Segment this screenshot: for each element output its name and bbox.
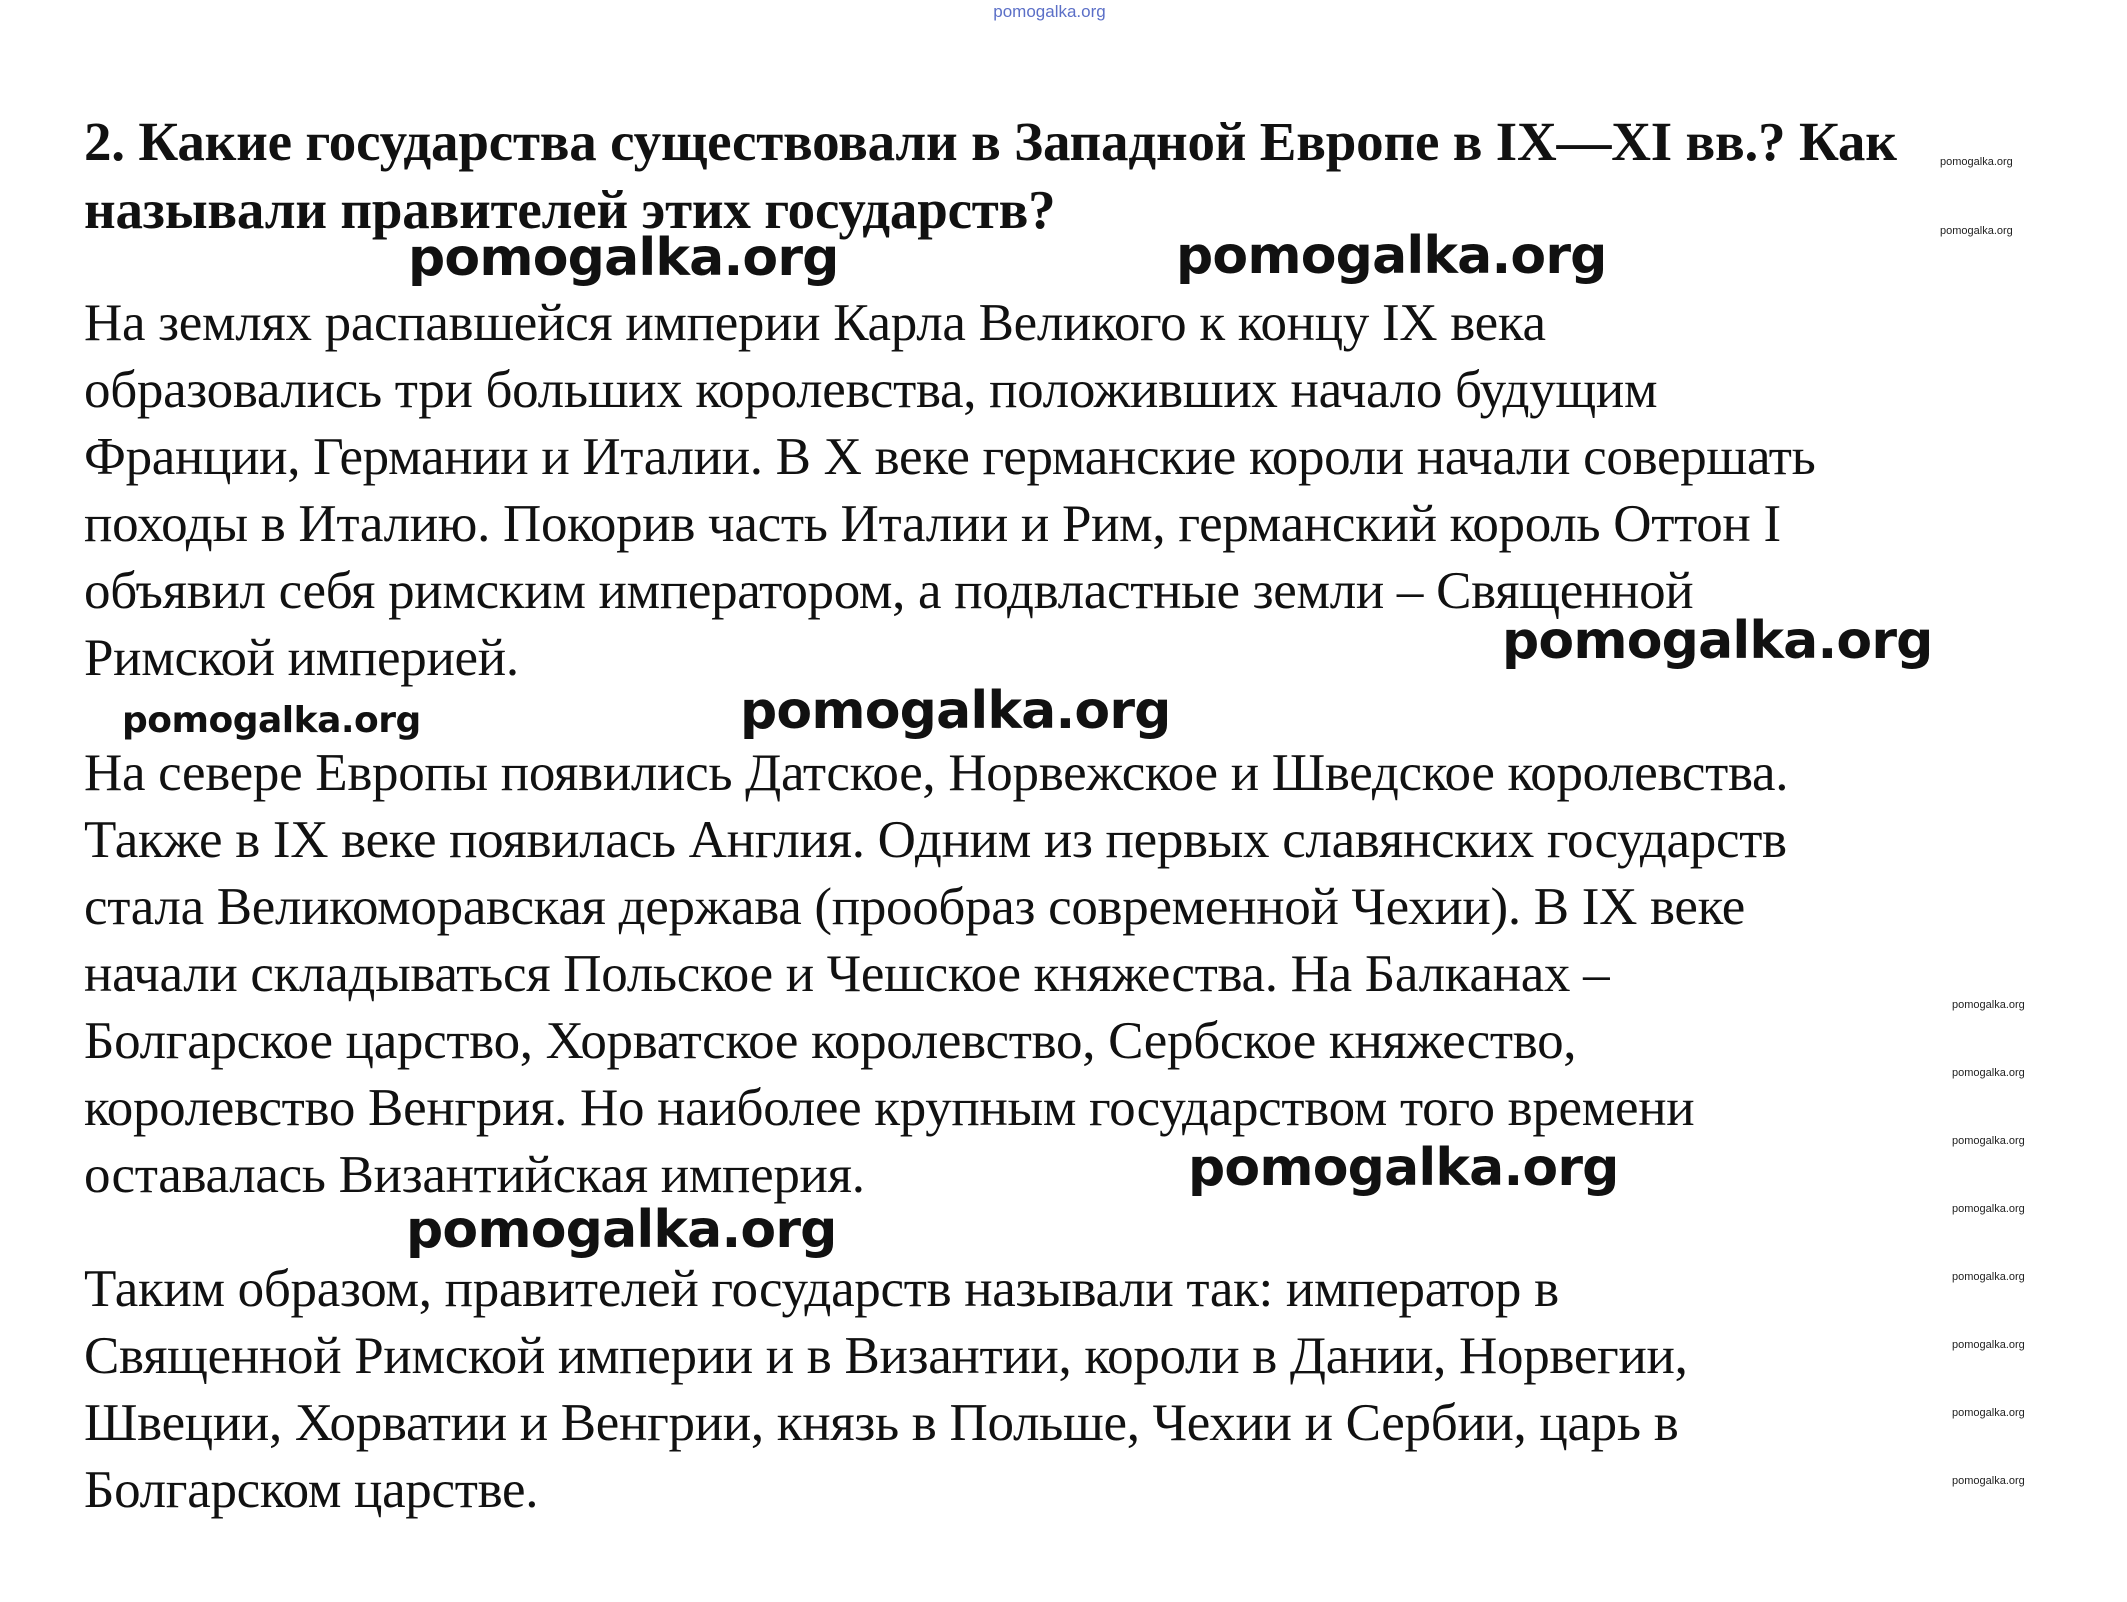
- paragraph-3-line-2: Священной Римской империи и в Византии, короли в Дании, Норвегии,: [84, 1327, 1688, 1385]
- watermark-big: pomogalka.org: [408, 228, 839, 288]
- paragraph-1-line-6: Римской империей.: [84, 629, 519, 687]
- paragraph-1-line-2: образовались три больших королевства, положивших начало будущим: [84, 361, 1658, 419]
- watermark-big: pomogalka.org: [406, 1200, 837, 1260]
- paragraph-2-line-1: На севере Европы появились Датское, Норвежское и Шведское королевства.: [84, 744, 1789, 802]
- watermark-medium: pomogalka.org: [122, 700, 421, 741]
- paragraph-1-line-5: объявил себя римским императором, а подвластные земли – Священной: [84, 562, 1694, 620]
- watermark-big: pomogalka.org: [1502, 611, 1933, 671]
- paragraph-2-line-6: королевство Венгрия. Но наиболее крупным государством того времени: [84, 1079, 1695, 1137]
- watermark-big: pomogalka.org: [1188, 1138, 1619, 1198]
- paragraph-2-line-4: начали складываться Польское и Чешское княжества. На Балканах –: [84, 945, 1610, 1003]
- watermark-small: pomogalka.org: [1940, 156, 2013, 168]
- paragraph-1-line-1: На землях распавшейся империи Карла Великого к концу IX века: [84, 294, 1546, 352]
- watermark-small: pomogalka.org: [1952, 999, 2025, 1011]
- watermark-small: pomogalka.org: [1952, 1475, 2025, 1487]
- paragraph-2-line-3: стала Великоморавская держава (прообраз современной Чехии). В IX веке: [84, 878, 1745, 936]
- watermark-small: pomogalka.org: [1952, 1067, 2025, 1079]
- paragraph-3-line-3: Швеции, Хорватии и Венгрии, князь в Польше, Чехии и Сербии, царь в: [84, 1394, 1679, 1452]
- paragraph-3-line-1: Таким образом, правителей государств называли так: император в: [84, 1260, 1559, 1318]
- watermark-big: pomogalka.org: [1176, 226, 1607, 286]
- watermark-small: pomogalka.org: [1952, 1135, 2025, 1147]
- question-heading: 2. Какие государства существовали в Западной Европе в IX—XI вв.? Как называли правителей этих государств?: [84, 111, 1897, 240]
- watermark-small: pomogalka.org: [1952, 1339, 2025, 1351]
- watermark-small: pomogalka.org: [1952, 1203, 2025, 1215]
- watermark-small: pomogalka.org: [1952, 1407, 2025, 1419]
- watermark-small: pomogalka.org: [1952, 1271, 2025, 1283]
- watermark-small: pomogalka.org: [1940, 225, 2013, 237]
- paragraph-2-line-2: Также в IX веке появилась Англия. Одним из первых славянских государств: [84, 811, 1787, 869]
- paragraph-3-line-4: Болгарском царстве.: [84, 1461, 539, 1519]
- paragraph-2-line-5: Болгарское царство, Хорватское королевство, Сербское княжество,: [84, 1012, 1577, 1070]
- paragraph-1-line-3: Франции, Германии и Италии. В X веке германские короли начали совершать: [84, 428, 1816, 486]
- paragraph-2-line-7: оставалась Византийская империя.: [84, 1146, 865, 1204]
- watermark-big: pomogalka.org: [740, 681, 1171, 741]
- paragraph-1-line-4: походы в Италию. Покорив часть Италии и Рим, германский король Оттон I: [84, 495, 1781, 553]
- top-watermark: pomogalka.org: [993, 2, 1106, 21]
